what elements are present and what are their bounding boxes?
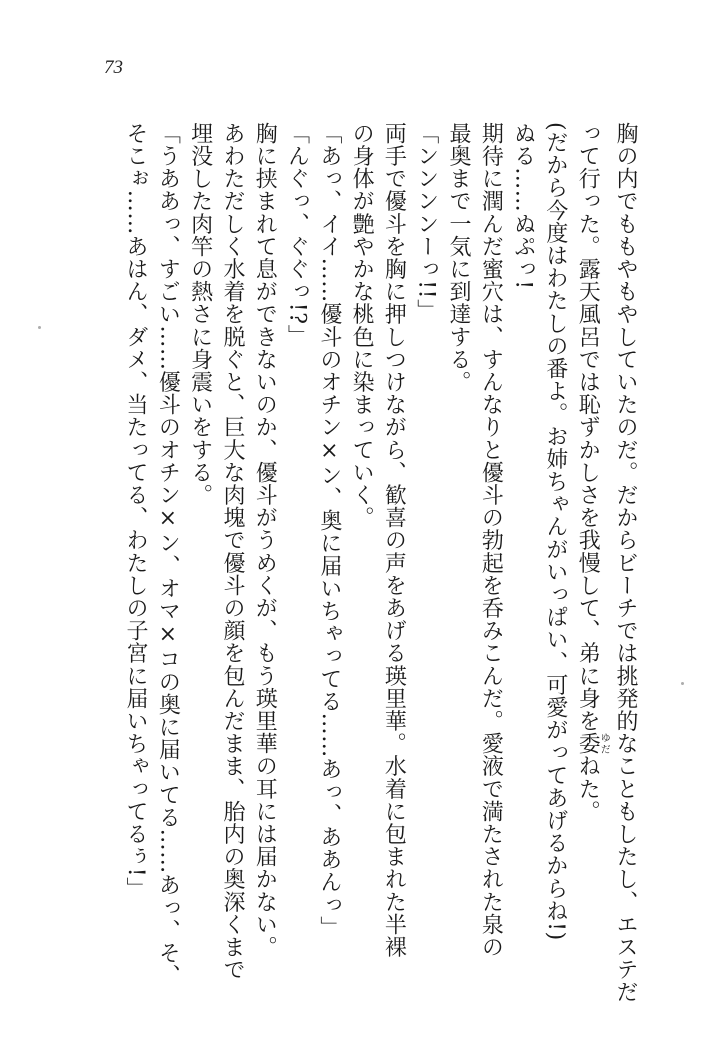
page-number: 73 xyxy=(104,57,123,78)
text-segment: そこぉ……あはん、ダメ、当たってる、わたしの子宮に届いちゃってるぅ! xyxy=(123,122,149,878)
text-line: 両手で優斗を胸に押しつけながら、歓喜の声をあげる瑛里華。水着に包まれた半裸 xyxy=(381,122,407,959)
text-line: あわただしく水着を脱ぐと、巨大な肉塊で優斗の顔を包んだまま、胎内の奥深くまで xyxy=(219,122,245,981)
text-segment: ねた。 xyxy=(575,754,601,823)
scan-speck xyxy=(38,326,41,329)
text-line: 「ンンンンーっ!!」 xyxy=(413,122,439,322)
ruby-base: 委 xyxy=(575,732,601,755)
ruby-word xyxy=(575,732,610,755)
scan-speck xyxy=(681,682,684,685)
text-line: 「うああっ、すごい……優斗のオチン×ン、オマ×コの奥に届いてる……あっ、そ、 xyxy=(155,122,181,987)
text-line: 「んぐっ、ぐぐっ!?」 xyxy=(284,122,310,348)
text-line: (だから今度はわたしの番よ。お姉ちゃんがいっぱい、可愛がってあげるからね!) xyxy=(542,122,568,941)
text-line xyxy=(119,122,151,1032)
ruby-reading: ゆだ xyxy=(598,732,610,755)
text-line: 期待に潤んだ蜜穴は、すんなりと優斗の勃起を呑みこんだ。愛液で満たされた泉の xyxy=(478,122,504,959)
text-line: 胸の内でももやもやしていたのだ。だからビーチでは挑発的なこともしたし、エステだ xyxy=(613,122,638,1004)
text-line: ぬる……ぬぷっ! xyxy=(510,122,536,290)
text-segment: って行った。露天風呂では恥ずかしさを我慢して、弟に身を xyxy=(575,122,601,733)
text-line xyxy=(571,122,609,1032)
text-line: 胸に挟まれて息ができないのか、優斗がうめくが、もう瑛里華の耳には届かない。 xyxy=(252,122,278,959)
text-segment: 」 xyxy=(123,877,149,900)
text-line: 「あっ、イイ……優斗のオチン×ン、奥に届いちゃってる……あっ、ああんっ」 xyxy=(316,122,342,939)
text-line: 埋没した肉竿の熱さに身震いをする。 xyxy=(187,122,213,507)
text-line: の身体が艶やかな桃色に染まっていく。 xyxy=(349,122,375,529)
text-line: 最奥まで一気に到達する。 xyxy=(446,122,472,394)
vertical-text-body xyxy=(119,122,641,1032)
